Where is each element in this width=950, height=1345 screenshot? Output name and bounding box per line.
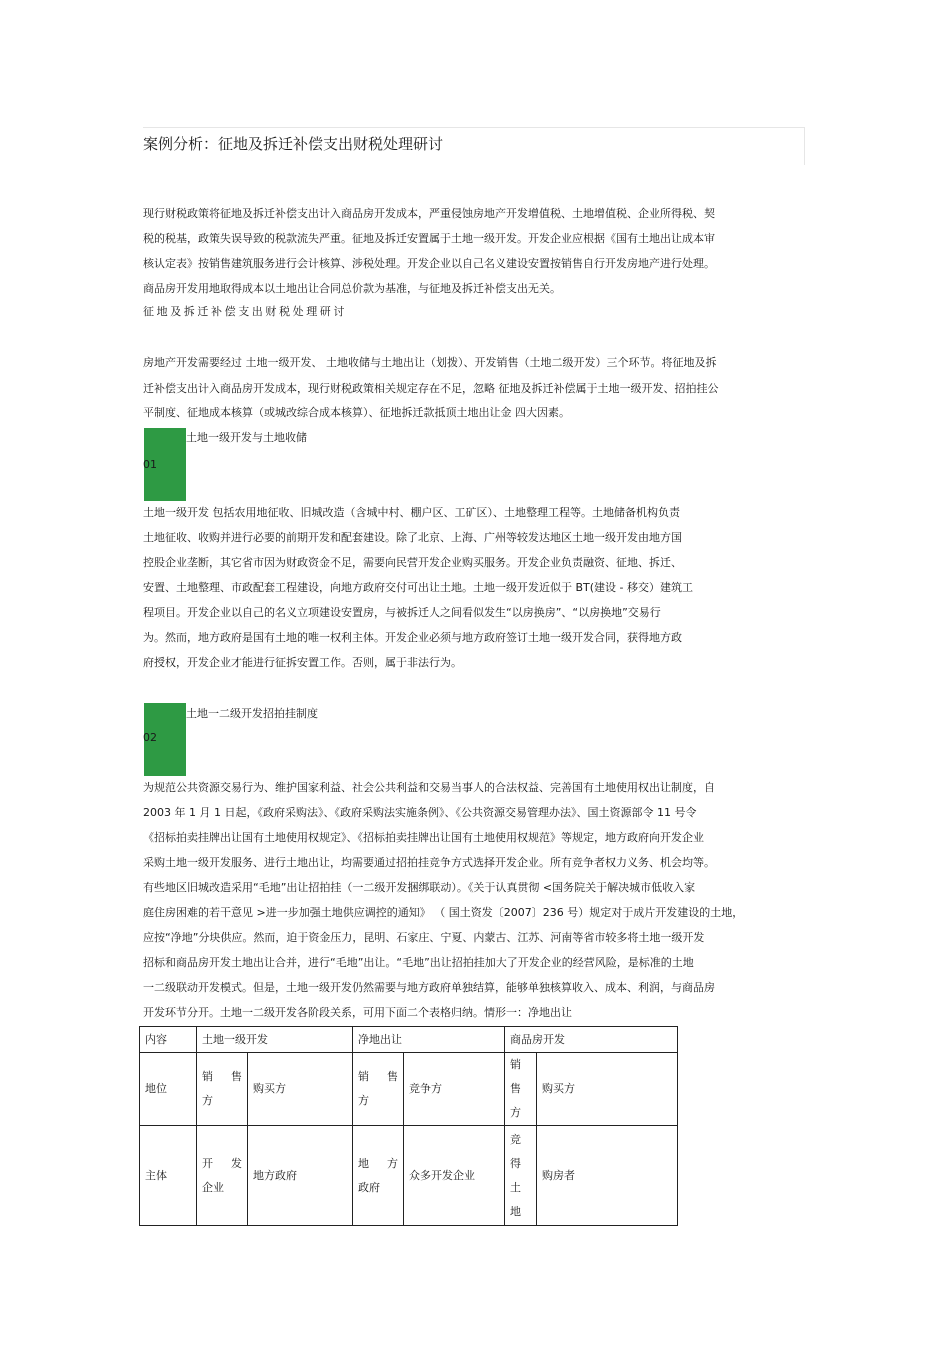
table-cell: 销 售 方 (505, 1053, 537, 1126)
section-01-number: 01 (143, 458, 157, 471)
body-line: 安置、土地整理、市政配套工程建设，向地方政府交付可出让土地。土地一级开发近似于 BT(建设 - 移交）建筑工 (143, 581, 694, 594)
intro-line: 现行财税政策将征地及拆迁补偿支出计入商品房开发成本，严重侵蚀房地产开发增值税、土地增值税、企业所得税、契 (143, 207, 715, 220)
table-cell: 购买方 (248, 1053, 353, 1126)
body-line: 庭住房困难的若干意见 >进一步加强土地供应调控的通知》 （ 国土资发〔2007〕236 号）规定对于成片开发建设的土地， (143, 906, 744, 919)
intro-line: 核认定表》按销售建筑服务进行会计核算、涉税处理。开发企业以自己名义建设安置按销售自行开发房地产进行处理。 (143, 257, 715, 270)
body-line: 2003 年 1 月 1 日起，《政府采购法》、《政府采购法实施条例》、《公共资源交易管理办法》、国土资源部令 11 号令 (143, 806, 697, 819)
body-line: 土地一级开发 包括农用地征收、旧城改造（含城中村、棚户区、工矿区）、土地整理工程等。土地储备机构负责 (143, 506, 680, 519)
table-header-cell: 土地一级开发 (197, 1027, 353, 1053)
table-header-cell: 净地出让 (353, 1027, 505, 1053)
table-header-row (140, 1027, 678, 1053)
table-cell: 购房者 (537, 1126, 678, 1226)
body-line: 迁补偿支出计入商品房开发成本，现行财税政策相关规定存在不足，忽略 征地及拆迁补偿属于土地一级开发、招拍挂公 (143, 382, 719, 395)
section-01-title: 土地一级开发与土地收储 (186, 431, 307, 444)
table-row-label: 主体 (140, 1126, 197, 1226)
page-title: 案例分析：征地及拆迁补偿支出财税处理研讨 (143, 135, 444, 153)
body-line: 应按“净地”分块供应。然而，迫于资金压力，昆明、石家庄、宁夏、内蒙古、江苏、河南等省市较多将土地一级开发 (143, 931, 705, 944)
table-cell: 竞争方 (404, 1053, 505, 1126)
section-02-title: 土地一二级开发招拍挂制度 (186, 707, 318, 720)
body-line: 平制度、征地成本核算（或城改综合成本核算）、征地拆迁款抵顶土地出让金 四大因素。 (143, 406, 570, 419)
table-row (140, 1053, 678, 1126)
body-line: 土地征收、收购并进行必要的前期开发和配套建设。除了北京、上海、广州等较发达地区土地一级开发由地方国 (143, 531, 682, 544)
table-cell: 地方 政府 (353, 1126, 404, 1226)
spaced-subtitle: 征地及拆迁补偿支出财税处理研讨 (143, 305, 347, 318)
body-line: 开发环节分开。土地一二级开发各阶段关系，可用下面二个表格归纳。情形一：净地出让 (143, 1006, 572, 1019)
body-line: 房地产开发需要经过 土地一级开发、 土地收储与土地出让（划拨）、开发销售（土地二级开发）三个环节。将征地及拆 (143, 356, 717, 369)
table-header-cell: 内容 (140, 1027, 197, 1053)
body-line: 程项目。开发企业以自己的名义立项建设安置房，与被拆迁人之间看似发生“以房换房”、“以房换地”交易行 (143, 606, 661, 619)
body-line: 《招标拍卖挂牌出让国有土地使用权规定》、《招标拍卖挂牌出让国有土地使用权规范》等规定，地方政府向开发企业 (143, 831, 704, 844)
table-cell: 销售 方 (353, 1053, 404, 1126)
table-row (140, 1126, 678, 1226)
table-cell: 竞 得 土 地 (505, 1126, 537, 1226)
table-row-label: 地位 (140, 1053, 197, 1126)
table-cell: 地方政府 (248, 1126, 353, 1226)
intro-line: 商品房开发用地取得成本以土地出让合同总价款为基准，与征地及拆迁补偿支出无关。 (143, 282, 561, 295)
table-cell: 销售 方 (197, 1053, 248, 1126)
body-line: 一二级联动开发模式。但是，土地一级开发仍然需要与地方政府单独结算，能够单独核算收入、成本、利润，与商品房 (143, 981, 715, 994)
body-line: 有些地区旧城改造采用“毛地”出让招拍挂（一二级开发捆绑联动）。《关于认真贯彻 <国务院关于解决城市低收入家 (143, 881, 696, 894)
body-line: 招标和商品房开发土地出让合并，进行“毛地”出让。“毛地”出让招拍挂加大了开发企业的经营风险，是标准的土地 (143, 956, 694, 969)
table-cell: 开发 企业 (197, 1126, 248, 1226)
section-02-number: 02 (143, 731, 157, 744)
body-line: 府授权，开发企业才能进行征拆安置工作。否则，属于非法行为。 (143, 656, 462, 669)
land-development-table (139, 1026, 678, 1226)
table-header-cell: 商品房开发 (505, 1027, 678, 1053)
body-line: 为。然而，地方政府是国有土地的唯一权利主体。开发企业必须与地方政府签订土地一级开发合同，获得地方政 (143, 631, 682, 644)
body-line: 控股企业垄断，其它省市因为财政资金不足，需要向民营开发企业购买服务。开发企业负责融资、征地、拆迁、 (143, 556, 682, 569)
intro-line: 税的税基，政策失误导致的税款流失严重。征地及拆迁安置属于土地一级开发。开发企业应根据《国有土地出让成本审 (143, 232, 715, 245)
body-line: 采购土地一级开发服务、进行土地出让，均需要通过招拍挂竞争方式选择开发企业。所有竞争者权力义务、机会均等。 (143, 856, 715, 869)
body-line: 为规范公共资源交易行为、维护国家利益、社会公共利益和交易当事人的合法权益、完善国有土地使用权出让制度，自 (143, 781, 715, 794)
table-cell: 购买方 (537, 1053, 678, 1126)
table-cell: 众多开发企业 (404, 1126, 505, 1226)
